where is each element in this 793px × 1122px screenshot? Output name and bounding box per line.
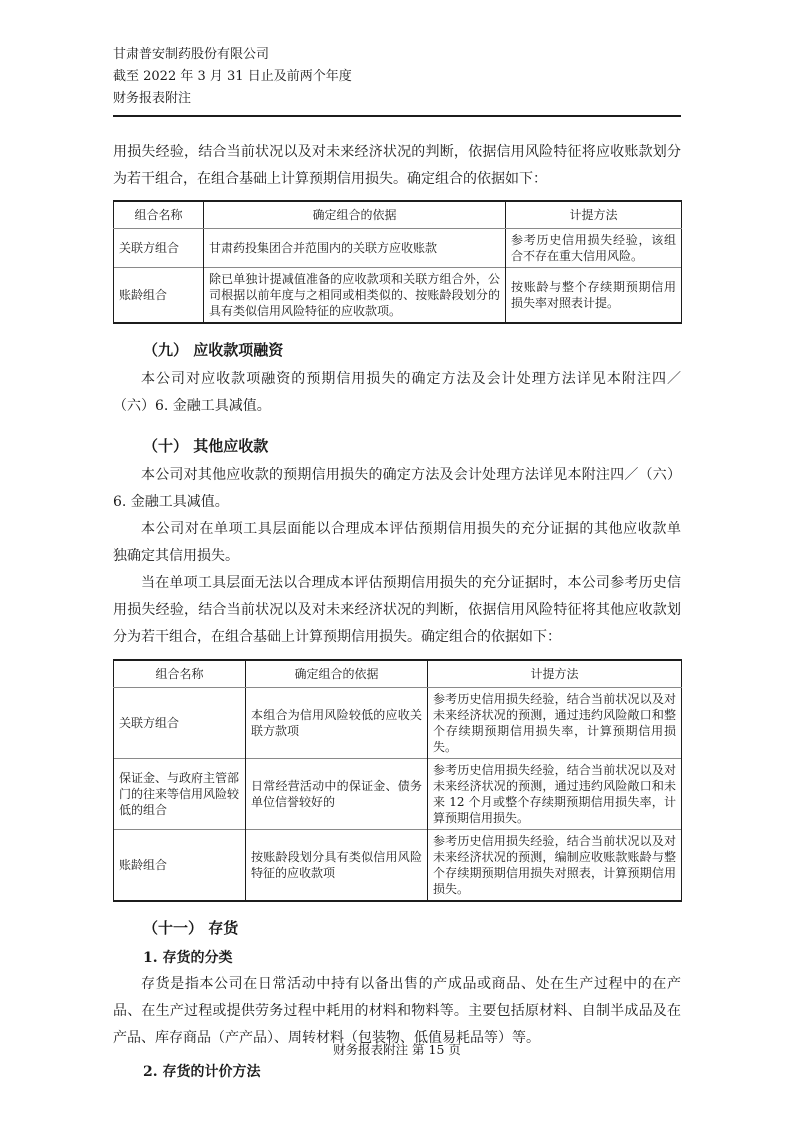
paragraph-line: 存货是指本公司在日常活动中持有以备出售的产成品或商品、处在生产过程中的在产 <box>141 976 681 992</box>
column-header: 计提方法 <box>506 201 682 229</box>
section-heading-10: （十） 其他应收款 <box>143 437 269 455</box>
company-name: 甘肃普安制药股份有限公司 <box>113 47 270 62</box>
table-cell: 参考历史信用损失经验，结合当前状况以及对未来经济状况的预测，通过违约风险敞口和整个存续期预期信用损失率，计算预期信用损失。 <box>428 688 682 759</box>
table-cell: 除已单独计提减值准备的应收款项和关联方组合外，公司根据以前年度与之相同或相类似的、按账龄段划分的具有类似信用风险特征的应收款项。 <box>204 268 506 324</box>
section9-paragraph <box>113 366 681 420</box>
paragraph-line: （六）6. 金融工具减值。 <box>113 398 271 414</box>
paragraph-line: 本公司对在单项工具层面能以合理成本评估预期信用损失的充分证据的其他应收款单 <box>141 521 681 537</box>
header-rule <box>113 115 681 117</box>
table-row <box>114 268 682 324</box>
table-cell: 按账龄段划分具有类似信用风险特征的应收款项 <box>246 830 428 902</box>
table-cell: 参考历史信用损失经验，结合当前状况以及对未来经济状况的预测，编制应收账款账龄与整个存续期预期信用损失对照表，计算预期信用损失。 <box>428 830 682 902</box>
paragraph-line: 本公司对其他应收款的预期信用损失的确定方法及会计处理方法详见本附注四／（六） <box>141 467 681 483</box>
table-cell: 账龄组合 <box>114 830 246 902</box>
intro-paragraph <box>113 139 681 193</box>
subsection-heading-inventory-valuation: 2. 存货的计价方法 <box>143 1064 261 1080</box>
paragraph-line: 分为若干组合，在组合基础上计算预期信用损失。确定组合的依据如下： <box>113 629 561 645</box>
section10-paragraph-1 <box>113 462 681 516</box>
table-cell: 甘肃药投集团合并范围内的关联方应收账款 <box>204 229 506 268</box>
paragraph-line: 当在单项工具层面无法以合理成本评估预期信用损失的充分证据时，本公司参考历史信 <box>141 575 681 591</box>
table-cell: 保证金、与政府主管部门的往来等信用风险较低的组合 <box>114 759 246 830</box>
section-heading-11: （十一） 存货 <box>143 919 239 937</box>
section10-paragraph-3 <box>113 570 681 651</box>
paragraph-line: 6. 金融工具减值。 <box>113 494 229 510</box>
section-heading-9: （九） 应收款项融资 <box>143 341 284 359</box>
table-row <box>114 830 682 902</box>
table-header-row <box>114 201 682 229</box>
table-header-row <box>114 660 682 688</box>
table-cell: 按账龄与整个存续期预期信用损失率对照表计提。 <box>506 268 682 324</box>
document-title: 财务报表附注 <box>113 91 192 106</box>
paragraph-line: 为若干组合，在组合基础上计算预期信用损失。确定组合的依据如下： <box>113 171 547 187</box>
table-row <box>114 229 682 268</box>
paragraph-line: 独确定其信用损失。 <box>113 548 239 564</box>
table-row <box>114 759 682 830</box>
table-cell: 关联方组合 <box>114 229 204 268</box>
paragraph-line: 产品、库存商品（产产品）、周转材料（包装物、低值易耗品等）等。 <box>113 1030 540 1046</box>
receivable-portfolio-table <box>113 200 682 324</box>
column-header: 确定组合的依据 <box>246 660 428 688</box>
report-period: 截至 2022 年 3 月 31 日止及前两个年度 <box>113 69 352 84</box>
other-receivable-portfolio-table <box>113 659 682 902</box>
column-header: 组合名称 <box>114 201 204 229</box>
table-cell: 本组合为信用风险较低的应收关联方款项 <box>246 688 428 759</box>
column-header: 组合名称 <box>114 660 246 688</box>
subsection-heading-inventory-classification: 1. 存货的分类 <box>143 950 233 966</box>
paragraph-line: 用损失经验，结合当前状况以及对未来经济状况的判断，依据信用风险特征将其他应收款划 <box>113 602 681 618</box>
table-cell: 参考历史信用损失经验，该组合不存在重大信用风险。 <box>506 229 682 268</box>
paragraph-line: 本公司对应收款项融资的预期信用损失的确定方法及会计处理方法详见本附注四／ <box>141 371 681 387</box>
page-footer: 财务报表附注 第 15 页 <box>333 1042 461 1057</box>
paragraph-line: 品、在生产过程或提供劳务过程中耗用的材料和物料等。主要包括原材料、自制半成品及在 <box>113 1003 681 1019</box>
section10-paragraph-2 <box>113 516 681 570</box>
table-cell: 关联方组合 <box>114 688 246 759</box>
table-row <box>114 688 682 759</box>
table-cell: 账龄组合 <box>114 268 204 324</box>
page-header <box>113 44 681 117</box>
table-cell: 参考历史信用损失经验，结合当前状况以及对未来经济状况的预测，通过违约风险敞口和未来 12 个月或整个存续期预期信用损失率，计算预期信用损失。 <box>428 759 682 830</box>
table-cell: 日常经营活动中的保证金、债务单位信誉较好的 <box>246 759 428 830</box>
paragraph-line: 用损失经验，结合当前状况以及对未来经济状况的判断，依据信用风险特征将应收账款划分 <box>113 144 681 160</box>
column-header: 计提方法 <box>428 660 682 688</box>
column-header: 确定组合的依据 <box>204 201 506 229</box>
